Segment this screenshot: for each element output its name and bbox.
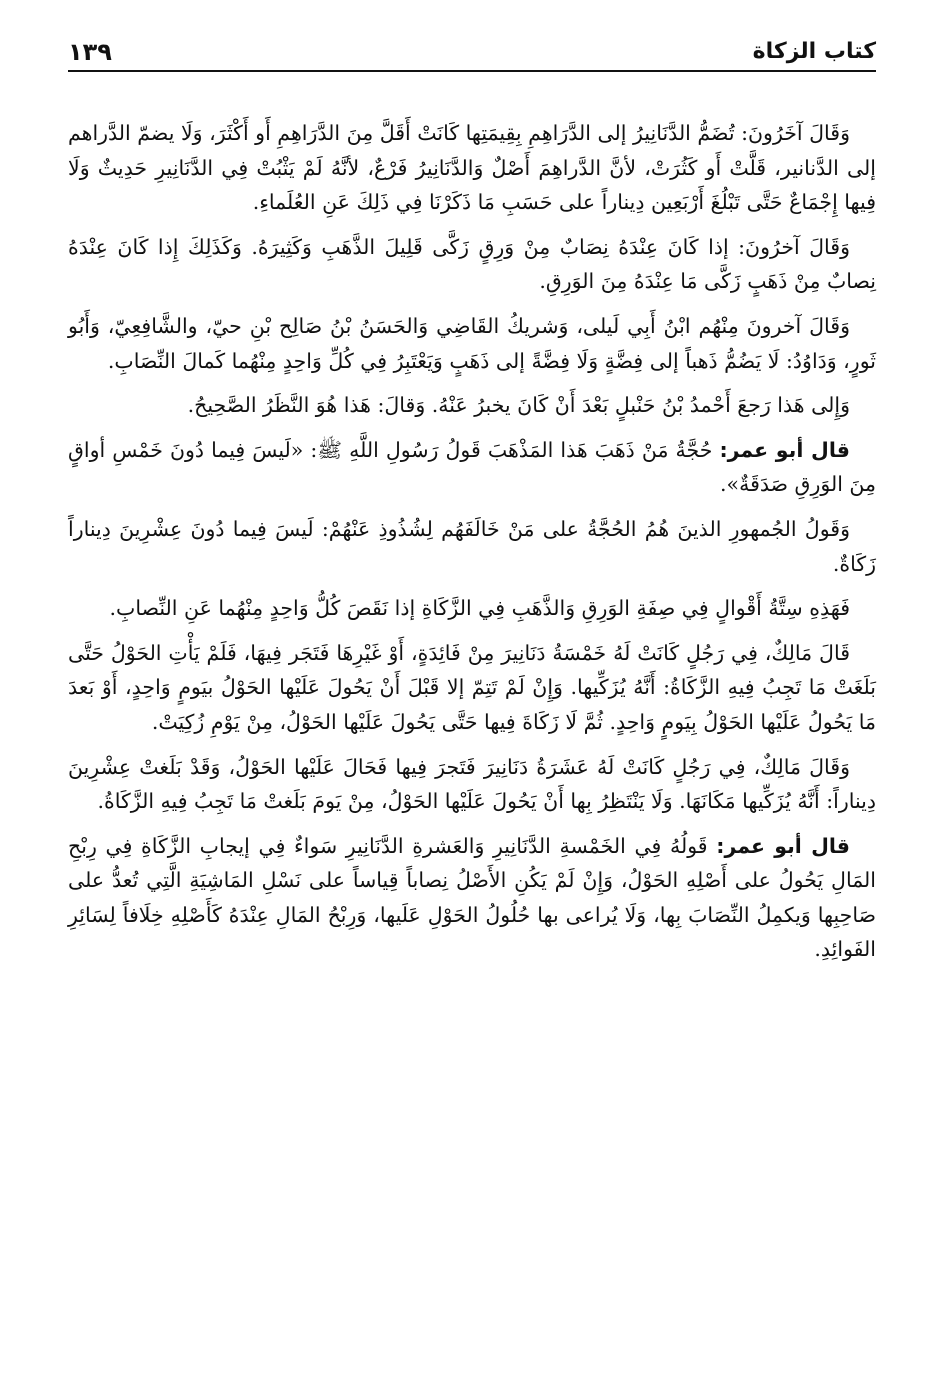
paragraph [68, 636, 876, 740]
paragraph [68, 750, 876, 819]
paragraph-text: فَهَذِهِ سِتَّةُ أَقْوالٍ فِي صِفَةِ الوَرِقِ وَالذَّهَبِ فِي الزَّكَاةِ إذا نَقَصَ كُلُّ وَاحِدٍ مِنْهُما عَنِ النِّصابِ. [109, 596, 850, 621]
paragraph-text: وَقَالَ مَالِكٌ، فِي رَجُلٍ كَانَتْ لَهُ عَشَرَةُ دَنَانِيرَ فَتَجرَ فِيها فَحَالَ عَلَيْها الحَوْلُ، وَقَدْ بَلَغتْ عِشْرِينَ دِيناراً: أَنَّهُ يُزَكِّيها مَكَانَهَا. وَلَا يَنْتَظِرُ بِها أَنْ يَحُولَ عَلَيْها الحَوْلُ، مِنْ يَومَ بَلَغتْ مَا تَجِبُ فِيهِ الزَّكَاةُ. [68, 754, 876, 814]
paragraph-text: وَقَالَ آخَرُونَ: تُضَمُّ الدَّنَانِيرُ إلى الدَّرَاهِمِ بِقِيمَتِها كَانَتْ أَقَلَّ مِنَ الدَّرَاهِمِ أَو أَكْثَرَ، وَلَا يضمّ الدَّراهم إلى الدَّنانير، قَلَّتْ أَو كَثُرَتْ، لأنَّ الدَّراهِمَ أَصْلٌ وَالدَّنَانِيرُ فَرْعٌ، لأنَّهُ لَمْ يَثْبُتْ فِي الدَّنَانِيرِ حَدِيثٌ وَلَا فِيها إِجْمَاعٌ حَتَّى تَبْلُغَ أَرْبَعِين دِيناراً على حَسَبِ مَا ذَكَرْنَا فِي ذَلِكَ عَنِ العُلَماءِ. [68, 121, 876, 215]
paragraph-text: قَالَ مَالِكٌ، فِي رَجُلٍ كَانَتْ لَهُ خَمْسَةُ دَنَانِيرَ مِنْ فَائِدَةٍ، أَوْ غَيْرِهَا فَتَجَر فِيهَا، فَلَمْ يَأْتِ الحَوْلُ حَتَّى بَلَغَتْ مَا تَجِبُ فِيهِ الزَّكَاةُ: أَنَّهُ يُزَكِّيها. وَإِنْ لَمْ تَتِمّ إلا قَبْلَ أَنْ يَحُولَ عَلَيْها الحَوْلُ بيَومٍ وَاحِدٍ، أَوْ بَعدَ مَا يَحُولُ عَلَيْها الحَوْلُ بِيَومٍ وَاحِدٍ. ثُمَّ لَا زَكَاةَ فِيها حَتَّى يَحُولَ عَلَيْها الحَوْلُ، مِنْ يَوْمِ زُكِيَتْ. [68, 640, 876, 734]
speaker-label: قال أبو عمر: [719, 437, 850, 462]
paragraph [68, 829, 876, 967]
running-header [68, 30, 876, 72]
paragraph-text: وَقَالَ آخرُونَ: إذا كَانَ عِنْدَهُ نِصَابٌ مِنْ وَرِقٍ زَكَّى قَلِيلَ الذَّهَبِ وَكَثِيرَهُ. وَكَذَلِكَ إِذا كَانَ عِنْدَهُ نِصابٌ مِنْ ذَهَبٍ زَكَّى مَا عِنْدَهُ مِنَ الوَرِقِ. [68, 234, 876, 294]
paragraph [68, 230, 876, 299]
paragraph [68, 309, 876, 378]
paragraph-text: قَولُهُ فِي الخَمْسةِ الدَّنَانِيرِ وَالعَشرةِ الدَّنَانِيرِ سَواءٌ فِي إيجابِ الزَّكَاةِ فِي رِبْحِ المَالِ يَحُولُ على أَصْلِهِ الحَوْلُ، وَإِنْ لَمْ يَكُنِ الأَصْلُ نِصاباً قِياساً على نَسْلِ المَاشِيَةِ الَّتِي تُعدُّ على صَاحِبِها وَيكمِلُ النِّصَابَ بِها، وَلَا يُراعى بها حُلُولُ الحَوْلِ عَلَيها، وَرِبْحُ المَالِ عِنْدَهُ كَأَصْلِهِ خِلَافاً لِسَائِرِ الفَوائِدِ. [68, 833, 876, 962]
paragraph-text: وَقَولُ الجُمهورِ الذينَ هُمُ الحُجَّةُ على مَنْ خَالَفَهُم لِشُذُوذِ عَنْهُمْ: لَيسَ فِيما دُونَ عِشْرِينَ دِيناراً زَكَاةٌ. [68, 516, 876, 576]
paragraph [68, 116, 876, 220]
speaker-label: قال أبو عمر: [716, 833, 850, 858]
paragraph-text: حُجَّةُ مَنْ ذَهَبَ هَذا المَذْهَبَ قَولُ رَسُولِ اللَّهِ ﷺ: «لَيسَ فِيما دُونَ خَمْسِ أواقٍ مِنَ الوَرِقِ صَدَقَةٌ». [68, 437, 876, 497]
paragraph [68, 433, 876, 502]
paragraph-text: وَإِلى هَذا رَجعَ أَحْمدُ بْنُ حَنْبلٍ بَعْدَ أَنْ كَانَ يخبرُ عَنْهُ. وَقالَ: هَذا هُوَ النَّظَرُ الصَّحِيحُ. [187, 393, 850, 418]
paragraph [68, 591, 876, 626]
paragraph [68, 512, 876, 581]
page-number: ١٣٩ [68, 38, 112, 66]
body-text [68, 116, 876, 967]
paragraph-text: وَقَالَ آخرونَ مِنْهُم ابْنُ أَبِي لَيلى، وَشريكُ القَاضِي وَالحَسَنُ بْنُ صَالِح بْنِ حيّ، والشَّافِعِيّ، وَأَبُو ثَورٍ، وَدَاوُدُ: لَا يَضُمُّ ذَهباً إلى فِضَّةٍ وَلَا فِضَّةً إلى ذَهَبٍ وَيَعْتَبِرُ فِي كُلِّ وَاحِدٍ مِنْهُما كَمالَ النِّصَابِ. [68, 313, 876, 373]
running-title: كتاب الزكاة [752, 39, 876, 64]
paragraph [68, 388, 876, 423]
